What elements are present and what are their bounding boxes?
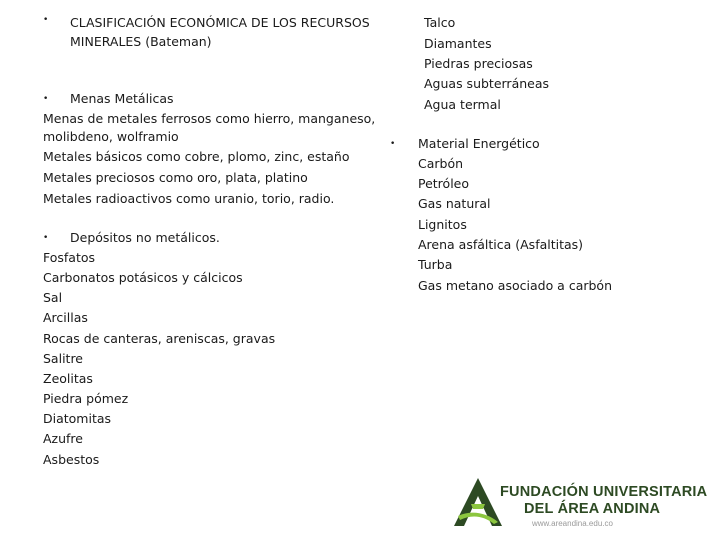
no-metalicos-item: Carbonatos potásicos y cálcicos [43, 270, 243, 285]
logo-line-1: FUNDACIÓN UNIVERSITARIA [500, 484, 708, 500]
energetico-item: Gas natural [418, 196, 491, 211]
metalicas-line: Metales básicos como cobre, plomo, zinc, estaño [43, 149, 350, 164]
right-top-item: Talco [424, 15, 456, 30]
metalicas-bullet: • [43, 94, 49, 104]
energetico-item: Carbón [418, 156, 464, 171]
no-metalicos-item: Azufre [43, 431, 83, 446]
metalicas-line: molibdeno, wolframio [43, 129, 179, 144]
energetico-item: Petróleo [418, 176, 470, 191]
university-logo [452, 474, 712, 534]
heading-line-1: CLASIFICACIÓN ECONÓMICA DE LOS RECURSOS [70, 15, 370, 30]
no-metalicos-item: Sal [43, 290, 63, 305]
energetico-bullet: • [390, 139, 396, 149]
no-metalicos-item: Diatomitas [43, 411, 112, 426]
andina-a-icon [454, 478, 502, 526]
no-metalicos-item: Fosfatos [43, 250, 96, 265]
no-metalicos-item: Zeolitas [43, 371, 93, 386]
right-top-item: Diamantes [424, 36, 492, 51]
right-top-item: Agua termal [424, 97, 501, 112]
right-top-item: Aguas subterráneas [424, 76, 550, 91]
logo-url: www.areandina.edu.co [532, 519, 613, 528]
no-metalicos-item: Asbestos [43, 452, 100, 467]
energetico-item: Gas metano asociado a carbón [418, 278, 612, 293]
energetico-item: Turba [418, 257, 453, 272]
metalicas-line: Metales radioactivos como uranio, torio, radio. [43, 191, 335, 206]
metalicas-title: Menas Metálicas [70, 91, 174, 106]
energetico-item: Arena asfáltica (Asfaltitas) [418, 237, 584, 252]
no-metalicos-item: Arcillas [43, 310, 88, 325]
no-metalicos-title: Depósitos no metálicos. [70, 230, 220, 245]
no-metalicos-item: Piedra pómez [43, 391, 129, 406]
energetico-title: Material Energético [418, 136, 540, 151]
metalicas-line: Menas de metales ferrosos como hierro, manganeso, [43, 111, 376, 126]
heading-bullet: • [43, 15, 49, 25]
logo-line-2: DEL ÁREA ANDINA [524, 501, 661, 517]
no-metalicos-bullet: • [43, 233, 49, 243]
right-top-item: Piedras preciosas [424, 56, 533, 71]
no-metalicos-item: Rocas de canteras, areniscas, gravas [43, 331, 276, 346]
metalicas-line: Metales preciosos como oro, plata, platino [43, 170, 308, 185]
heading-line-2: MINERALES (Bateman) [70, 34, 212, 49]
no-metalicos-item: Salitre [43, 351, 83, 366]
energetico-item: Lignitos [418, 217, 467, 232]
